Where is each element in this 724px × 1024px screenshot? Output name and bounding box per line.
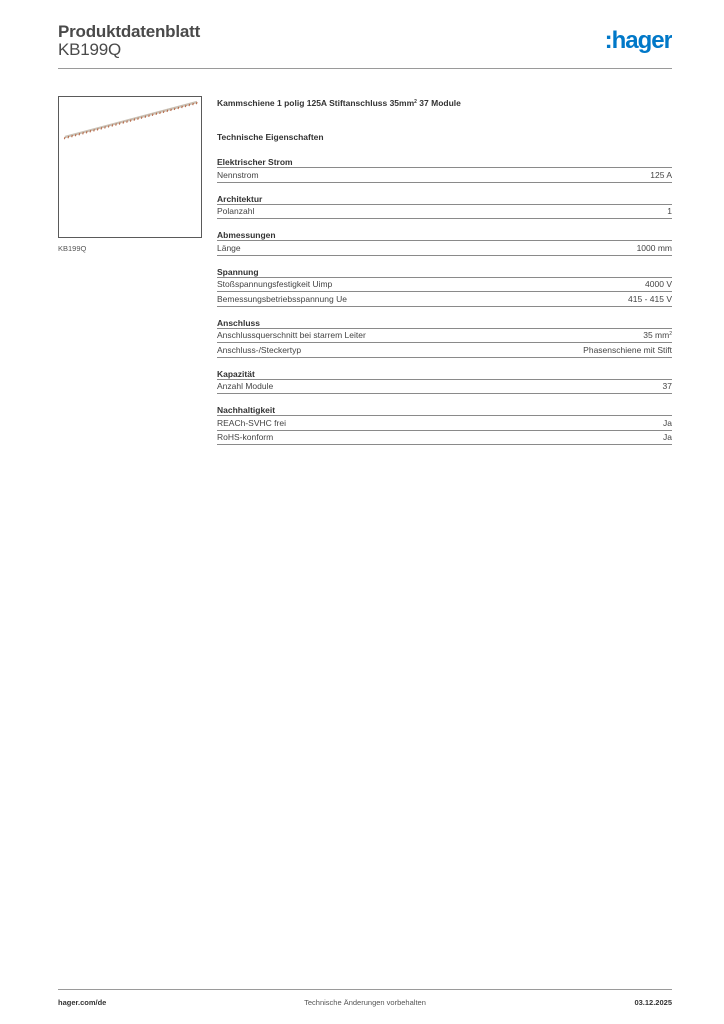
group-title: Kapazität bbox=[217, 368, 672, 380]
property-row bbox=[217, 168, 672, 183]
busbar-pin bbox=[94, 129, 95, 131]
property-value: 125 A bbox=[650, 169, 672, 180]
footer-date: 03.12.2025 bbox=[634, 998, 672, 1007]
article-number: KB199Q bbox=[58, 40, 122, 59]
busbar-pin bbox=[130, 120, 131, 122]
property-label: Anschluss-/Steckertyp bbox=[217, 344, 302, 355]
property-label: Bemessungsbetriebsspannung Ue bbox=[217, 293, 347, 304]
property-label: Polanzahl bbox=[217, 206, 255, 217]
header-divider bbox=[58, 68, 672, 69]
busbar-pin bbox=[90, 130, 91, 132]
property-value: 35 $mm^2$ bbox=[643, 330, 672, 341]
property-group bbox=[217, 266, 672, 307]
busbar-pin bbox=[116, 123, 117, 125]
property-row bbox=[217, 292, 672, 307]
busbar-pin bbox=[152, 114, 153, 116]
busbar-pin bbox=[101, 127, 102, 129]
property-label: Stoßspannungsfestigkeit Uimp bbox=[217, 279, 333, 290]
busbar-pin bbox=[182, 106, 183, 108]
footer-notice: Technische Änderungen vorbehalten bbox=[304, 998, 426, 1007]
property-label: REACh-SVHC frei bbox=[217, 417, 286, 428]
property-group bbox=[217, 404, 672, 445]
busbar-pin bbox=[72, 135, 73, 137]
property-row bbox=[217, 416, 672, 431]
group-title: Spannung bbox=[217, 266, 672, 278]
property-label: Länge bbox=[217, 242, 241, 253]
busbar-pin bbox=[108, 125, 109, 127]
document-title: Produktdatenblatt bbox=[58, 22, 201, 41]
busbar-pin bbox=[83, 132, 84, 134]
busbar-pin bbox=[185, 105, 186, 107]
group-title: Anschluss bbox=[217, 317, 672, 329]
property-label: Anschlussquerschnitt bei starrem Leiter bbox=[217, 330, 366, 341]
hager-logo bbox=[592, 26, 672, 56]
product-image bbox=[58, 96, 202, 238]
properties-list bbox=[217, 156, 672, 445]
property-group bbox=[217, 156, 672, 183]
busbar-pin bbox=[127, 120, 128, 122]
property-value: 1 bbox=[667, 206, 672, 217]
busbar-pin bbox=[134, 119, 135, 121]
busbar-pin bbox=[174, 108, 175, 110]
busbar-illustration bbox=[59, 97, 201, 237]
busbar-pin bbox=[160, 112, 161, 114]
property-group bbox=[217, 368, 672, 395]
busbar-pin bbox=[123, 121, 124, 123]
group-title: Elektrischer Strom bbox=[217, 156, 672, 168]
property-value: 1000 mm bbox=[636, 242, 672, 253]
property-value: Phasenschiene mit Stift bbox=[583, 344, 672, 355]
property-label: RoHS-konform bbox=[217, 432, 274, 443]
logo-text: :hager bbox=[604, 27, 672, 54]
busbar-pin bbox=[196, 102, 197, 104]
property-value: Ja bbox=[663, 417, 672, 428]
property-group bbox=[217, 229, 672, 256]
busbar-pin bbox=[86, 131, 87, 133]
page-footer bbox=[58, 998, 672, 1010]
busbar-pin bbox=[163, 111, 164, 113]
busbar-pin bbox=[79, 133, 80, 135]
property-row bbox=[217, 343, 672, 358]
property-value: Ja bbox=[663, 432, 672, 443]
property-value: 4000 V bbox=[645, 279, 672, 290]
group-title: Architektur bbox=[217, 193, 672, 205]
image-caption: KB199Q bbox=[58, 244, 87, 253]
busbar-pin bbox=[149, 115, 150, 117]
property-group bbox=[217, 193, 672, 220]
busbar-pin bbox=[75, 134, 76, 136]
property-group bbox=[217, 317, 672, 358]
product-description: Kammschiene 1 polig 125A Stiftanschluss $35mm^2$ 37 Module bbox=[217, 98, 461, 108]
busbar-pin bbox=[64, 137, 65, 139]
busbar-pin bbox=[112, 124, 113, 126]
busbar-pin bbox=[178, 107, 179, 109]
property-label: Nennstrom bbox=[217, 169, 259, 180]
property-value: 37 bbox=[662, 381, 672, 392]
group-title: Nachhaltigkeit bbox=[217, 404, 672, 416]
property-row bbox=[217, 278, 672, 293]
busbar-pin bbox=[145, 116, 146, 118]
footer-website[interactable]: hager.com/de bbox=[58, 998, 107, 1007]
busbar-pin bbox=[156, 113, 157, 115]
group-title: Abmessungen bbox=[217, 229, 672, 241]
property-row bbox=[217, 241, 672, 256]
property-label: Anzahl Module bbox=[217, 381, 274, 392]
busbar-pin bbox=[171, 109, 172, 111]
busbar-pin bbox=[141, 117, 142, 119]
property-row bbox=[217, 431, 672, 446]
product-details bbox=[217, 96, 672, 445]
busbar-pin bbox=[189, 104, 190, 106]
footer-divider bbox=[58, 989, 672, 990]
property-row bbox=[217, 380, 672, 395]
busbar-pin bbox=[167, 110, 168, 112]
property-value: 415 - 415 V bbox=[628, 293, 672, 304]
busbar-pin bbox=[138, 118, 139, 120]
busbar-pin bbox=[97, 128, 98, 130]
property-row bbox=[217, 205, 672, 220]
busbar-pin bbox=[119, 122, 120, 124]
page-header bbox=[58, 20, 672, 70]
property-row bbox=[217, 329, 672, 344]
busbar-pin bbox=[105, 126, 106, 128]
busbar-pin bbox=[68, 136, 69, 138]
section-heading: Technische Eigenschaften bbox=[217, 132, 324, 142]
busbar-pin bbox=[193, 103, 194, 105]
